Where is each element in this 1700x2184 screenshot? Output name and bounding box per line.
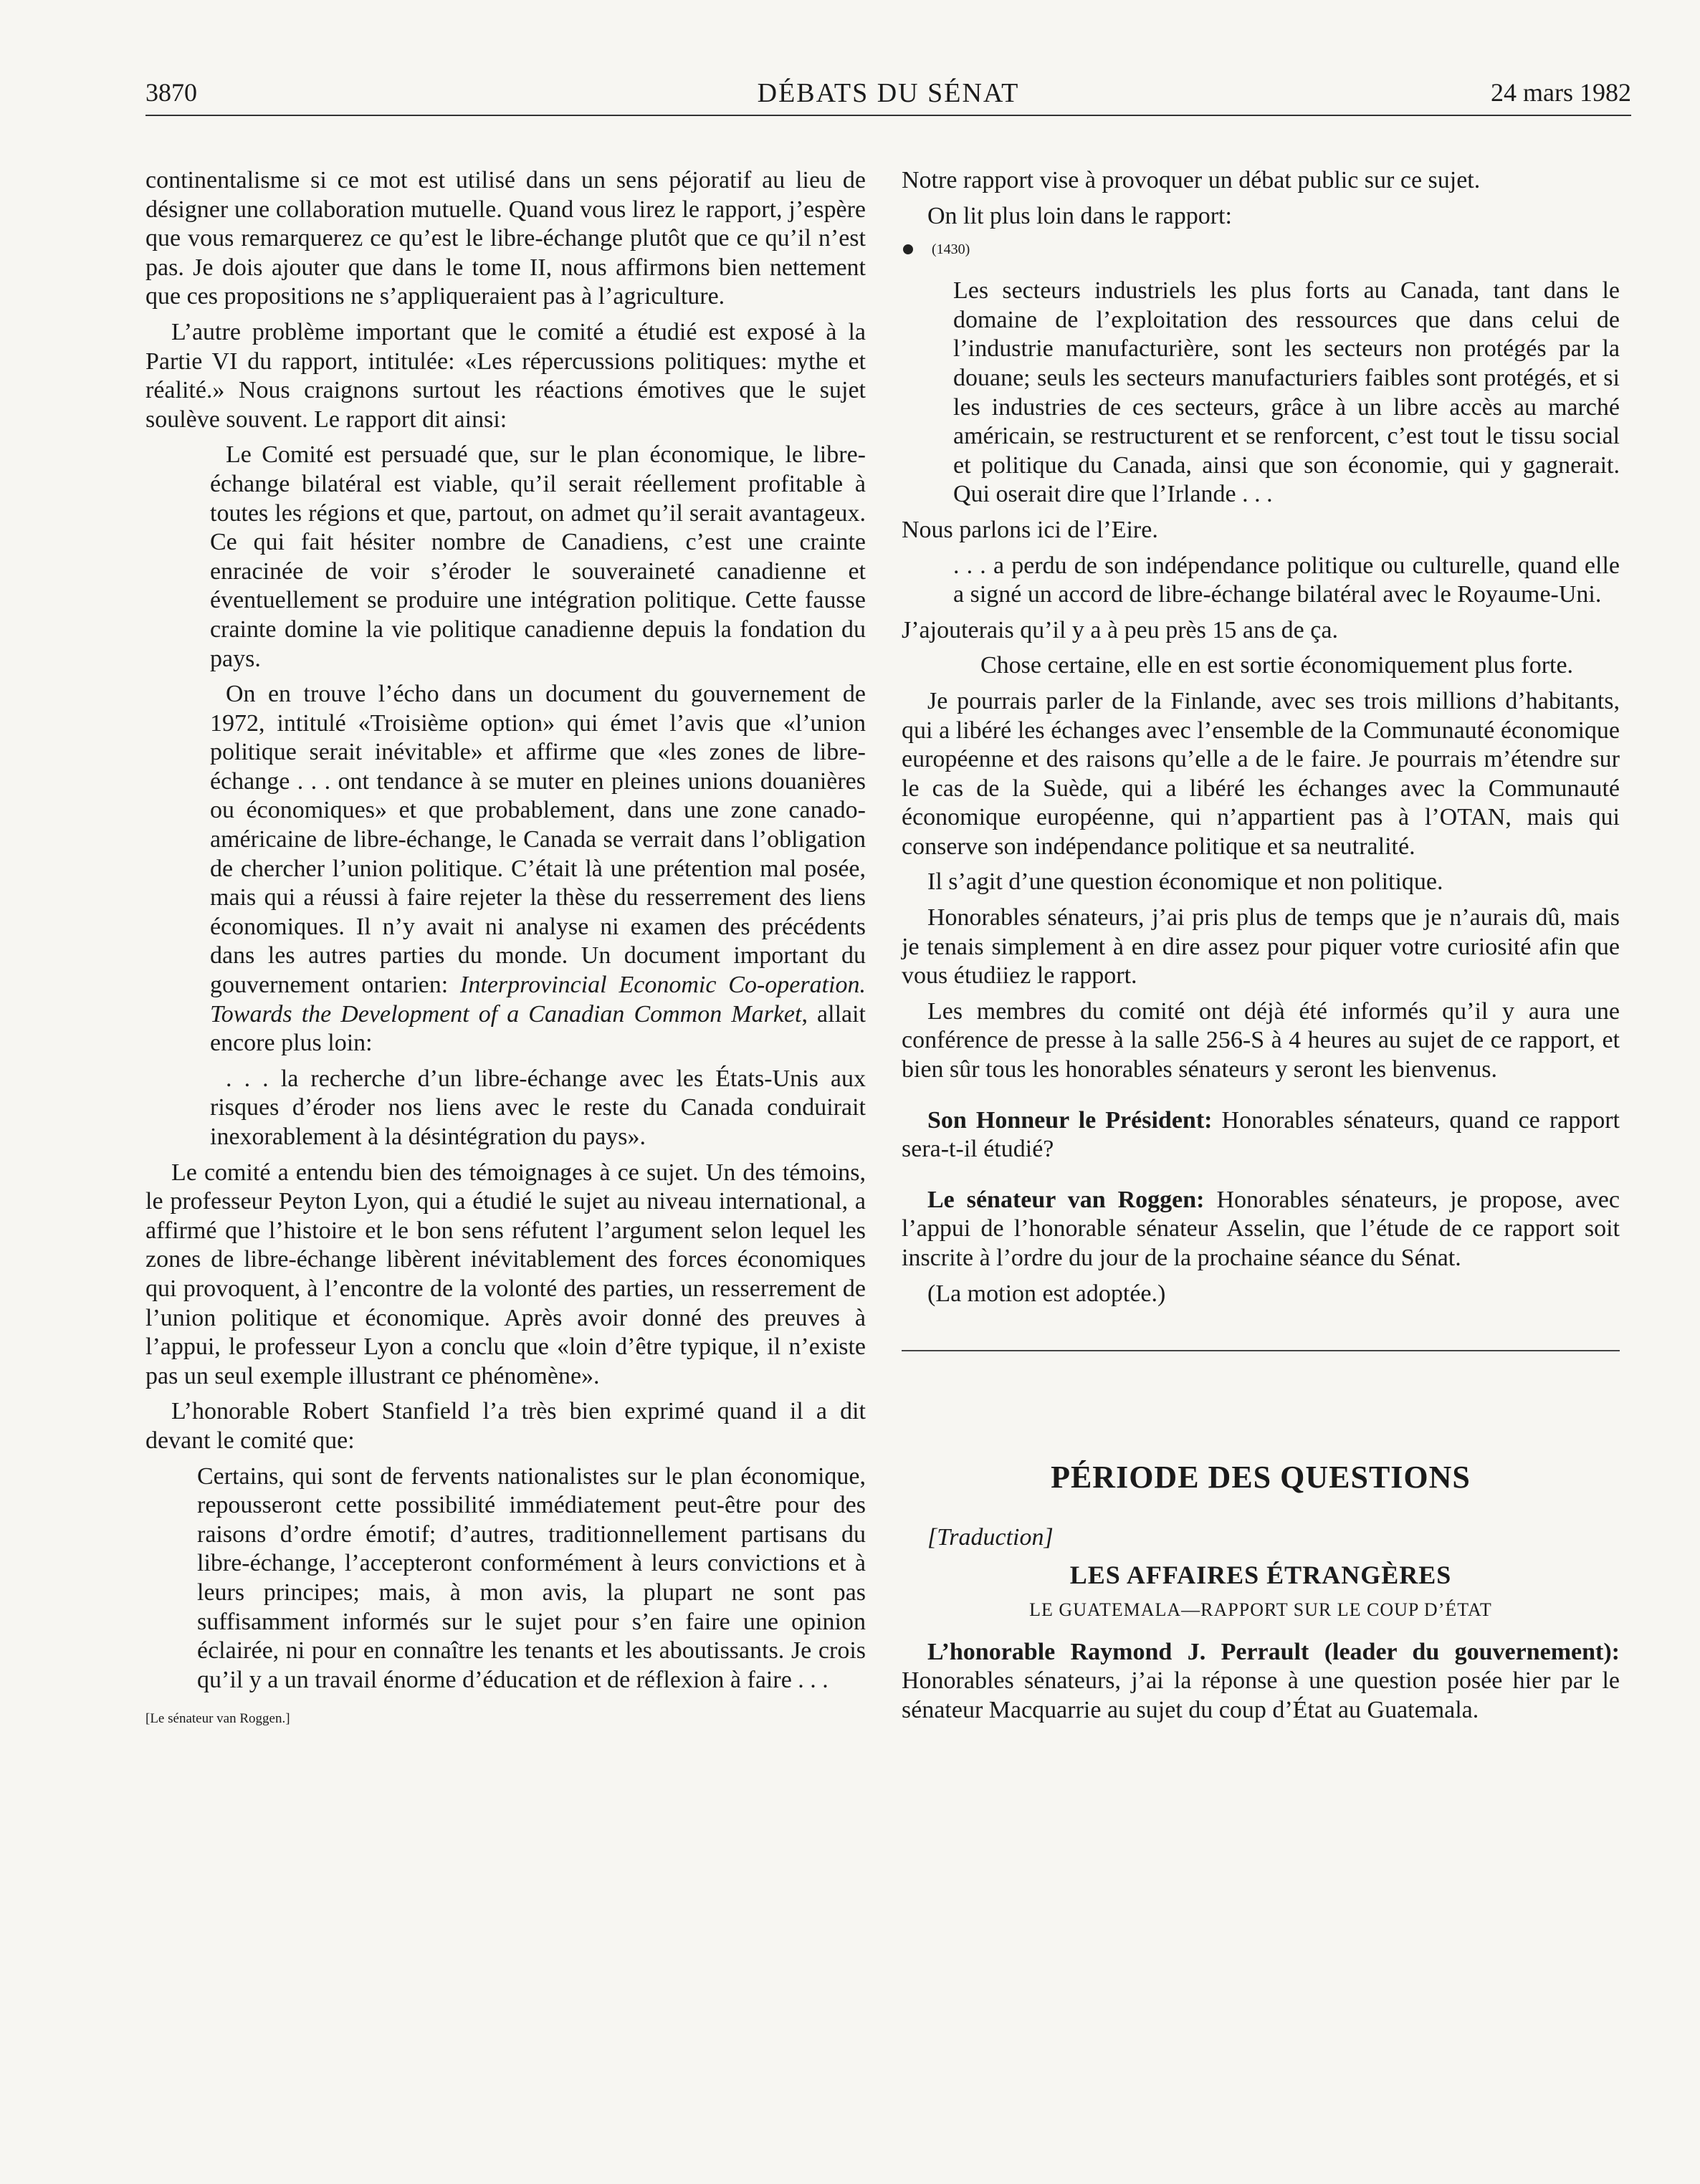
block-quote: On en trouve l’écho dans un document du gouvernement de 1972, intitulé «Troisième option» qui émet l’avis que «l’union politique serait inévitable» et affirme que «les zones de libre-échange . . . ont tendance à se muter en pleines unions douanières ou économiques» et que probablement, dans une zone canado-américaine de libre-échange, le Canada se verrait dans l’obligation de chercher l’union politique. C’était là une prétention mal posée, mais qui a réussi à faire rejeter la thèse du resserrement des liens économiques. Il n’y avait ni analyse ni examen des précédents dans les autres parties du monde. Un document important du gouvernement ontarien: Interprovincial Economic Co-operation. Towards the Development of a Canadian Common Market, allait encore plus loin: xyxy=(210,681,866,1057)
block-quote: . . . a perdu de son indépendance politique ou culturelle, quand elle a signé un accord de libre-échange bilatéral avec le Royaume-Uni. xyxy=(953,552,1620,608)
page-header xyxy=(145,77,1631,115)
journal-title: DÉBATS DU SÉNAT xyxy=(757,78,1020,108)
paragraph: Notre rapport vise à provoquer un débat public sur ce sujet. xyxy=(902,167,1481,193)
time-marker: (1430) xyxy=(902,241,1620,258)
block-quote: Certains, qui sont de fervents nationalistes sur le plan économique, repousseront cette possibilité immédiatement peut-être pour des raisons d’ordre émotif; d’autres, traditionnellement partisans du libre-échange, l’accepteront conformément à leurs convictions et à leurs principes; mais, à mon avis, la plupart ne sont pas suffisamment informés sur le sujet pour s’en faire une opinion éclairée, ni pour en connaître les tenants et les aboutissants. Je crois qu’il y a un travail énorme d’éducation et de réflexion à faire . . . xyxy=(197,1462,866,1693)
paragraph: Son Honneur le Président: Honorables sénateurs, quand ce rapport sera-t-il étudié? xyxy=(902,1106,1620,1163)
paragraph: Le comité a entendu bien des témoignages à ce sujet. Un des témoins, le professeur Peyton Lyon, qui a étudié le sujet au niveau international, a affirmé que l’histoire et le bon sens réfutent l’argument selon lequel les zones de libre-échange libèrent inévitablement des forces économiques qui provoquent, à l’encontre de la volonté des parties, un resserrement de l’union politique et économique. Après avoir donné des preuves à l’appui, le professeur Lyon a conclu que «loin d’être typique, il n’existe pas un seul exemple illustrant ce phénomène». xyxy=(145,1159,866,1389)
paragraph: L’honorable Raymond J. Perrault (leader du gouvernement): Honorables sénateurs, j’ai la réponse à une question posée hier par le sénateur Macquarrie au sujet du coup d’État au Guatemala. xyxy=(902,1638,1620,1723)
speaker-signature: [Le sénateur van Roggen.] xyxy=(145,1711,290,1727)
paragraph: Honorables sénateurs, j’ai pris plus de temps que je n’aurais dû, mais je tenais simplement à en dire assez pour piquer votre curiosité afin que vous étudiiez le rapport. xyxy=(902,904,1620,990)
issue-date: 24 mars 1982 xyxy=(1491,78,1631,107)
paragraph: Je pourrais parler de la Finlande, avec ses trois millions d’habitants, qui a libéré les échanges avec l’ensemble de la Communauté économique européenne et des raisons qu’elle a de le faire. Je pourrais m’étendre sur le cas de la Suède, qui a libéré les échanges avec la Communauté économique européenne, qui n’appartient pas à l’OTAN, mais qui conserve son indépendance politique et sa neutralité. xyxy=(902,687,1620,860)
left-column xyxy=(145,166,866,1734)
right-column xyxy=(902,166,1620,1732)
paragraph: Nous parlons ici de l’Eire. xyxy=(902,516,1158,543)
speaker-name: Son Honneur le Président: xyxy=(927,1106,1213,1134)
paragraph: On lit plus loin dans le rapport: xyxy=(927,202,1232,229)
subheading: LES AFFAIRES ÉTRANGÈRES xyxy=(1069,1560,1452,1589)
header-rule xyxy=(145,115,1631,116)
paragraph: continentalisme si ce mot est utilisé dans un sens péjoratif au lieu de désigner une collaboration mutuelle. Quand vous lirez le rapport, j’espère que vous remarquerez ce qu’est le libre-échange plutôt que ce qu’il n’est pas. Je dois ajouter que dans le tome II, nous affirmons bien nettement que ces propositions ne s’appliqueraient pas à l’agriculture. xyxy=(145,167,866,310)
document-title: Interprovincial Economic Co-operation. Towards the Development of a Canadian Common Market xyxy=(210,972,866,1028)
paragraph: J’ajouterais qu’il y a à peu près 15 ans de ça. xyxy=(902,616,1338,643)
block-quote: . . . la recherche d’un libre-échange avec les États-Unis aux risques d’éroder nos liens avec le reste du Canada conduirait inexorablement à la désintégration du pays». xyxy=(210,1065,866,1150)
speaker-name: Le sénateur van Roggen: xyxy=(927,1186,1205,1213)
page-number: 3870 xyxy=(145,78,197,107)
block-quote: Le Comité est persuadé que, sur le plan économique, le libre-échange bilatéral est viable, qu’il serait réellement profitable à toutes les régions et que, partout, on admet qu’il serait avantageux. Ce qui fait hésiter nombre de Canadiens, c’est une crainte enracinée de voir s’éroder le souveraineté canadienne et éventuellement se produire une intégration politique. Cette fausse crainte domine la vie politique canadienne depuis la fondation du pays. xyxy=(210,441,866,672)
paragraph: Il s’agit d’une question économique et non politique. xyxy=(927,868,1443,896)
paragraph: Les membres du comité ont déjà été informés qu’il y aura une conférence de presse à la salle 256-S à 4 heures au sujet de ce rapport, et bien sûr tous les honorables sénateurs y seront les bienvenus. xyxy=(902,997,1620,1083)
section-title: PÉRIODE DES QUESTIONS xyxy=(1051,1460,1471,1495)
subsubheading: LE GUATEMALA—RAPPORT SUR LE COUP D’ÉTAT xyxy=(1029,1599,1492,1620)
paragraph: Le sénateur van Roggen: Honorables sénateurs, je propose, avec l’appui de l’honorable sénateur Asselin, que l’étude de ce rapport soit inscrite à l’ordre du jour de la prochaine séance du Sénat. xyxy=(902,1186,1620,1271)
bullet-icon xyxy=(903,244,913,254)
block-quote: Les secteurs industriels les plus forts au Canada, tant dans le domaine de l’exploitation des ressources que dans celui de l’industrie manufacturière, sont les secteurs non protégés par la douane; seuls les secteurs manufacturiers faibles sont protégés, et si les industries de ces secteurs, grâce à un libre accès au marché américain, se restructurent et se renforcent, c’est tout le tissu social et politique du Canada, ainsi que son économie, qui y gagnerait. Qui oserait dire que l’Irlande . . . xyxy=(953,277,1620,508)
section-rule xyxy=(902,1350,1620,1351)
speaker-name: L’honorable Raymond J. Perrault (leader du gouvernement): xyxy=(927,1638,1620,1665)
paragraph: L’honorable Robert Stanfield l’a très bien exprimé quand il a dit devant le comité que: xyxy=(145,1398,866,1454)
block-quote: Chose certaine, elle en est sortie économiquement plus forte. xyxy=(980,652,1574,679)
translation-note: [Traduction] xyxy=(927,1524,1054,1551)
paragraph: L’autre problème important que le comité a étudié est exposé à la Partie VI du rapport, intitulée: «Les répercussions politiques: mythe et réalité.» Nous craignons surtout les réactions émotives que le sujet soulève souvent. Le rapport dit ainsi: xyxy=(145,318,866,433)
motion-note: (La motion est adoptée.) xyxy=(927,1280,1166,1307)
